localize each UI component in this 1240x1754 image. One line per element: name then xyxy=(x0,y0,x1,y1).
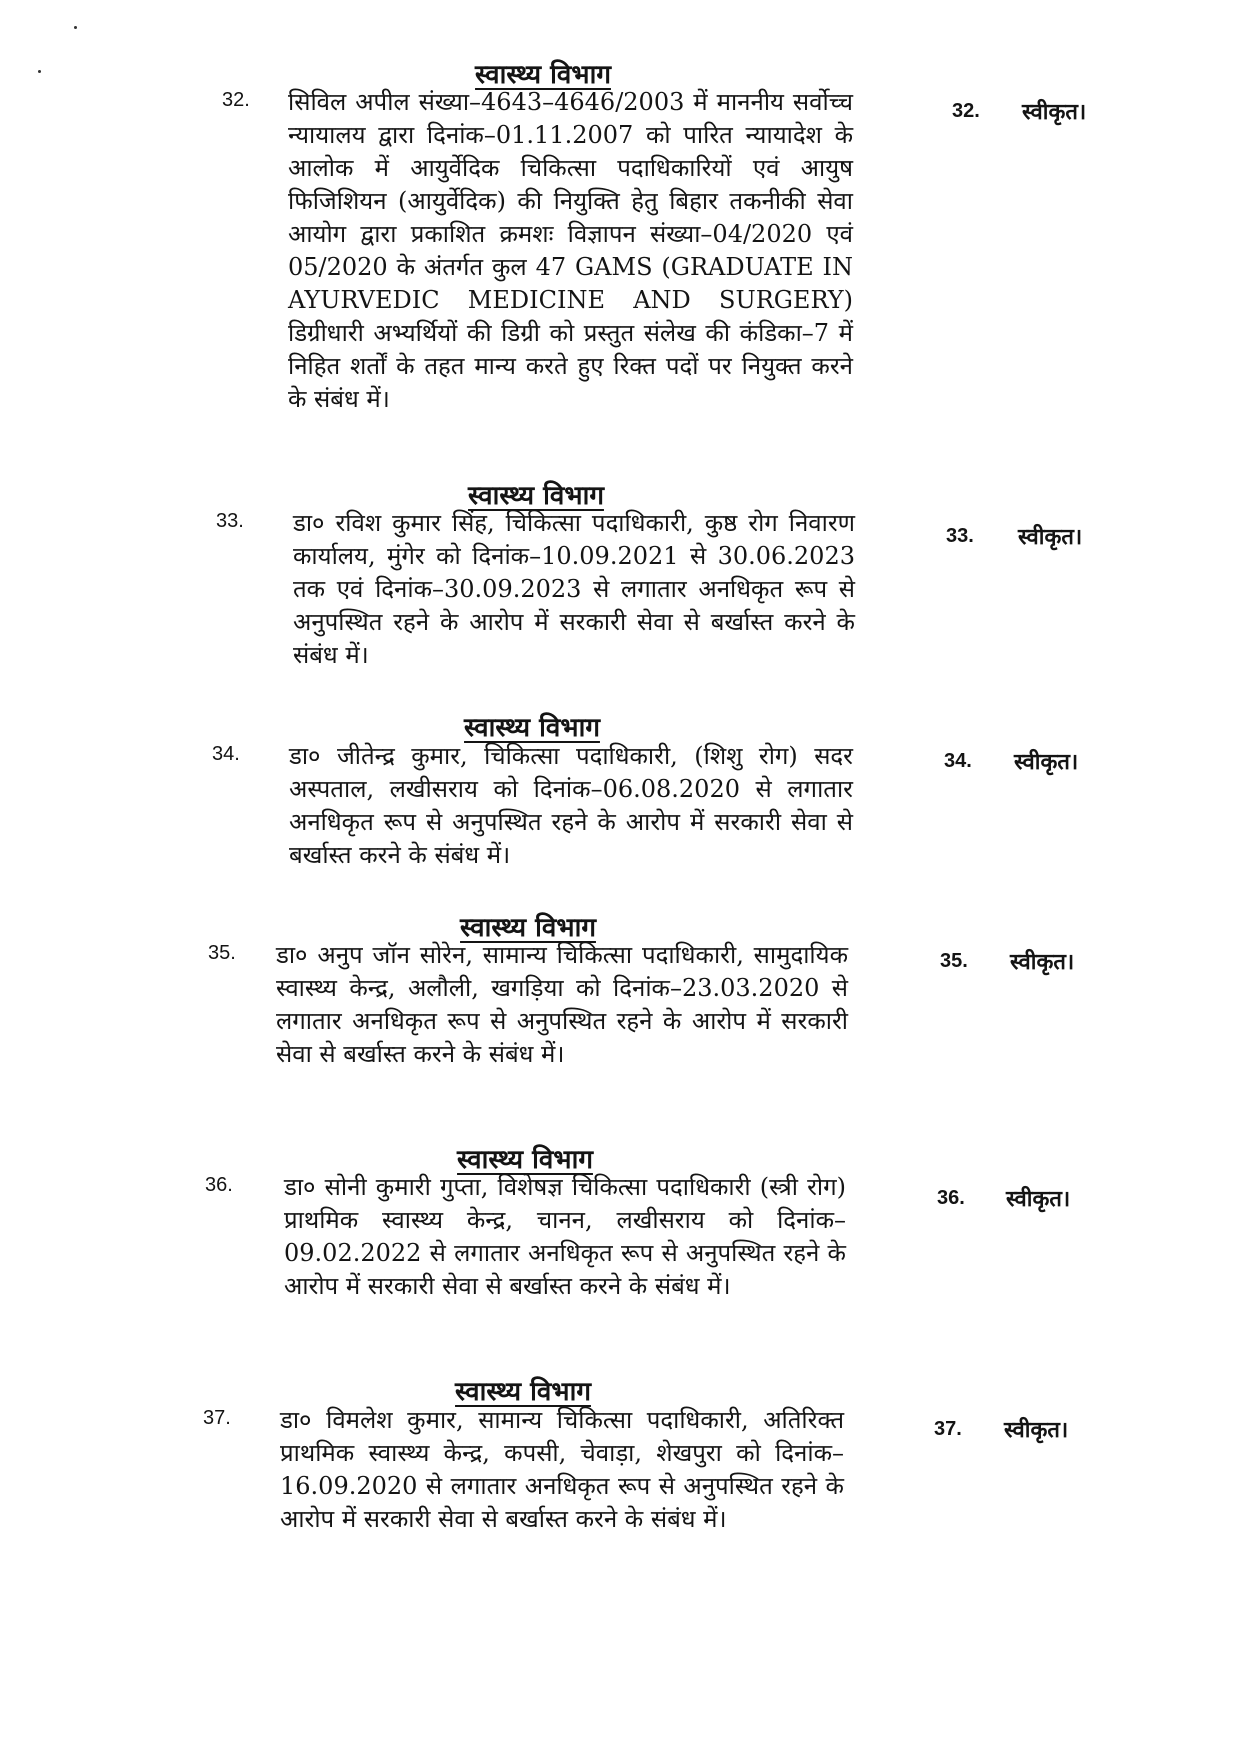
result-number: 33. xyxy=(946,525,974,547)
item-number: 34. xyxy=(212,743,240,765)
result-status: स्वीकृत। xyxy=(1014,749,1079,775)
item-description: सिविल अपील संख्या–4643–4646/2003 में माननीय सर्वोच्च न्यायालय द्वारा दिनांक–01.11.2007 को पारित न्यायादेश के आलोक में आयुर्वेदिक चिकित्सा पदाधिकारियों एवं आयुष फिजिशियन (आयुर्वेदिक) की नियुक्ति हेतु बिहार तकनीकी सेवा आयोग द्वारा प्रकाशित क्रमशः विज्ञापन संख्या–04/2020 एवं 05/2020 के अंतर्गत कुल 47 GAMS (GRADUATE IN AYURVEDIC MEDICINE AND SURGERY) डिग्रीधारी अभ्यर्थियों की डिग्री को प्रस्तुत संलेख की कंडिका–7 में निहित शर्तों के तहत मान्य करते हुए रिक्त पदों पर नियुक्त करने के संबंध में। xyxy=(288,88,853,413)
department-heading: स्वास्थ्य विभाग xyxy=(468,481,604,511)
department-heading: स्वास्थ्य विभाग xyxy=(460,913,596,943)
item-number: 33. xyxy=(216,510,244,532)
item-number: 36. xyxy=(205,1174,233,1196)
result-number: 32. xyxy=(952,100,980,122)
result-number: 34. xyxy=(944,750,972,772)
scan-speck xyxy=(74,26,77,29)
result-status: स्वीकृत। xyxy=(1018,524,1083,550)
result-status: स्वीकृत। xyxy=(1006,1186,1071,1212)
result-number: 35. xyxy=(940,950,968,972)
item-description: डा० अनुप जॉन सोरेन, सामान्य चिकित्सा पदाधिकारी, सामुदायिक स्वास्थ्य केन्द्र, अलौली, खगड़िया को दिनांक–23.03.2020 से लगातार अनधिकृत रूप से अनुपस्थित रहने के आरोप में सरकारी सेवा से बर्खास्त करने के संबंध में। xyxy=(276,941,848,1068)
result-status: स्वीकृत। xyxy=(1022,99,1087,125)
item-description: डा० सोनी कुमारी गुप्ता, विशेषज्ञ चिकित्सा पदाधिकारी (स्त्री रोग) प्राथमिक स्वास्थ्य केन्द्र, चानन, लखीसराय को दिनांक–09.02.2022 से लगातार अनधिकृत रूप से अनुपस्थित रहने के आरोप में सरकारी सेवा से बर्खास्त करने के संबंध में। xyxy=(284,1173,846,1300)
item-number: 35. xyxy=(208,942,236,964)
result-status: स्वीकृत। xyxy=(1010,949,1075,975)
result-number: 37. xyxy=(934,1418,962,1440)
department-heading: स्वास्थ्य विभाग xyxy=(455,1377,591,1407)
result-status: स्वीकृत। xyxy=(1004,1417,1069,1443)
item-number: 37. xyxy=(203,1407,231,1429)
scan-speck xyxy=(38,70,41,73)
department-heading: स्वास्थ्य विभाग xyxy=(457,1145,593,1175)
item-description: डा० जीतेन्द्र कुमार, चिकित्सा पदाधिकारी, (शिशु रोग) सदर अस्पताल, लखीसराय को दिनांक–06.08.2020 से लगातार अनधिकृत रूप से अनुपस्थित रहने के आरोप में सरकारी सेवा से बर्खास्त करने के संबंध में। xyxy=(289,742,853,869)
result-number: 36. xyxy=(937,1187,965,1209)
department-heading: स्वास्थ्य विभाग xyxy=(464,713,600,743)
department-heading: स्वास्थ्य विभाग xyxy=(475,60,611,90)
item-description: डा० रविश कुमार सिंह, चिकित्सा पदाधिकारी, कुष्ठ रोग निवारण कार्यालय, मुंगेर को दिनांक–10.09.2021 से 30.06.2023 तक एवं दिनांक–30.09.2023 से लगातार अनधिकृत रूप से अनुपस्थित रहने के आरोप में सरकारी सेवा से बर्खास्त करने के संबंध में। xyxy=(293,509,855,669)
item-number: 32. xyxy=(222,89,250,111)
item-description: डा० विमलेश कुमार, सामान्य चिकित्सा पदाधिकारी, अतिरिक्त प्राथमिक स्वास्थ्य केन्द्र, कपसी, चेवाड़ा, शेखपुरा को दिनांक–16.09.2020 से लगातार अनधिकृत रूप से अनुपस्थित रहने के आरोप में सरकारी सेवा से बर्खास्त करने के संबंध में। xyxy=(280,1406,844,1533)
